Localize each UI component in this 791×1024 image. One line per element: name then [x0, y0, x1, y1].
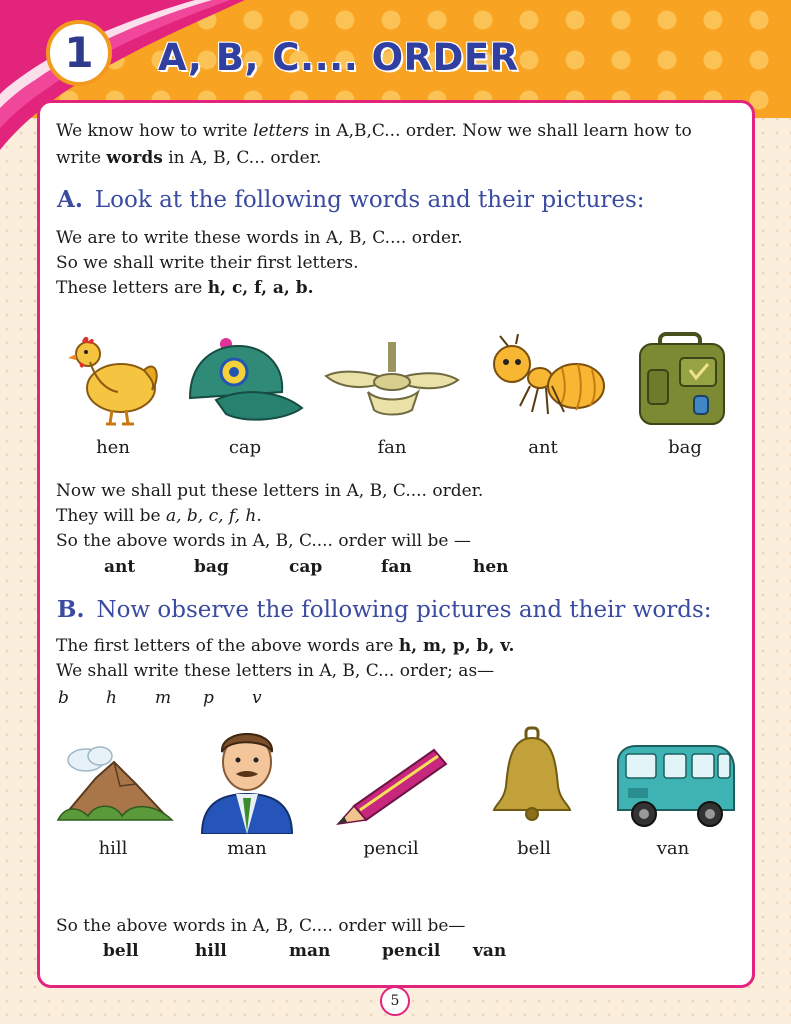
section-a-paragraph-5: They will be a, b, c, f, h. — [56, 506, 262, 526]
picture-label-bell: bell — [517, 838, 551, 859]
sorted-letter: v — [252, 688, 262, 708]
picture-label-fan: fan — [377, 437, 407, 458]
hen-icon — [66, 330, 162, 428]
ceiling-fan-icon — [322, 340, 462, 420]
bell-icon — [490, 726, 574, 822]
picture-label-pencil: pencil — [363, 838, 419, 859]
man-icon — [198, 722, 296, 834]
section-a-paragraph-6: So the above words in A, B, C.... order will be — — [56, 531, 471, 551]
section-a-paragraph-2: So we shall write their first letters. — [56, 253, 359, 273]
ant-icon — [486, 334, 608, 426]
ordered-word: pencil — [382, 941, 441, 961]
section-a-paragraph-3: These letters are h, c, f, a, b. — [56, 278, 314, 298]
van-icon — [612, 742, 740, 832]
cap-icon — [186, 336, 304, 426]
sorted-letter: p — [203, 688, 214, 708]
ordered-word: hen — [473, 557, 509, 577]
picture-label-hill: hill — [98, 838, 128, 859]
picture-label-man: man — [227, 838, 267, 859]
section-b-heading: B. Now observe the following pictures and their words: — [57, 596, 712, 623]
chapter-number-badge: 1 — [46, 20, 112, 86]
intro-line-2: write words in A, B, C... order. — [56, 148, 322, 168]
section-a-paragraph-4: Now we shall put these letters in A, B, C.... order. — [56, 481, 484, 501]
ordered-word: bag — [194, 557, 229, 577]
picture-label-bag: bag — [668, 437, 702, 458]
ordered-word: man — [289, 941, 331, 961]
pencil-icon — [334, 744, 452, 826]
sorted-letter: b — [58, 688, 69, 708]
ordered-word: van — [473, 941, 507, 961]
ordered-word: fan — [381, 557, 412, 577]
sorted-letter: m — [155, 688, 172, 708]
section-b-paragraph-2: We shall write these letters in A, B, C... order; as— — [56, 661, 495, 681]
ordered-word: bell — [103, 941, 139, 961]
section-a-paragraph-1: We are to write these words in A, B, C.... order. — [56, 228, 463, 248]
ordered-word: hill — [195, 941, 227, 961]
intro-line-1: We know how to write letters in A,B,C... order. Now we shall learn how to — [56, 121, 692, 141]
picture-label-van: van — [656, 838, 690, 859]
picture-label-hen: hen — [96, 437, 130, 458]
ordered-word: ant — [104, 557, 136, 577]
chapter-title: A, B, C.... ORDER — [158, 36, 519, 79]
ordered-word: cap — [289, 557, 323, 577]
page-number: 5 — [380, 986, 410, 1016]
hill-icon — [56, 742, 174, 826]
sorted-letter: h — [106, 688, 117, 708]
section-a-heading: A. Look at the following words and their pictures: — [57, 186, 645, 213]
picture-label-cap: cap — [228, 437, 262, 458]
picture-label-ant: ant — [528, 437, 558, 458]
section-b-paragraph-3: So the above words in A, B, C.... order will be— — [56, 916, 466, 936]
section-b-paragraph-1: The first letters of the above words are h, m, p, b, v. — [56, 636, 515, 656]
bag-icon — [630, 330, 734, 426]
